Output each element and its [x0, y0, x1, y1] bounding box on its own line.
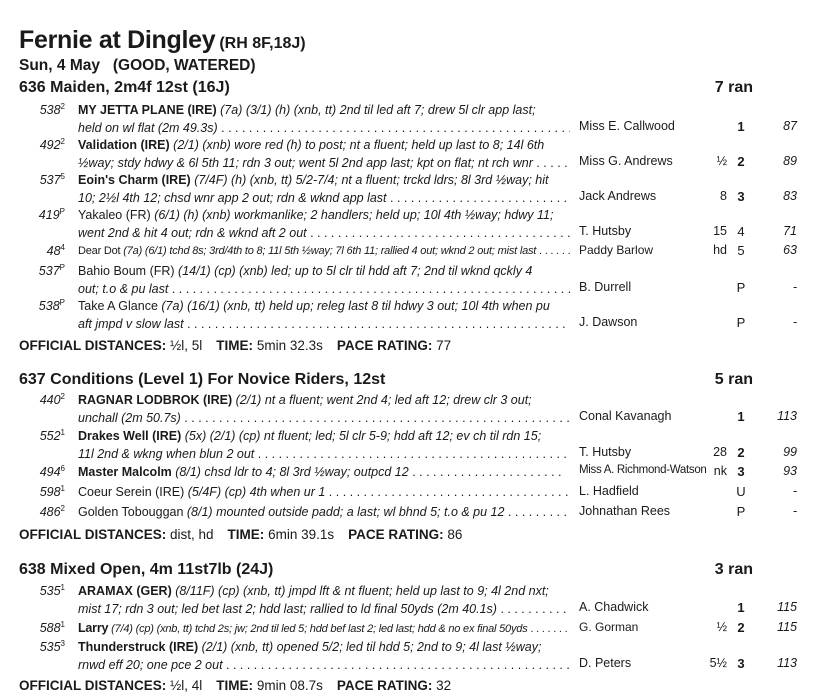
runner-comment: Coeur Serein (IRE) (5/4F) (cp) 4th when ur 1 . . .: [78, 484, 570, 502]
official-distances: ½l, 4l: [170, 678, 203, 693]
race-title: Maiden, 2m4f 12st (16J): [50, 79, 230, 96]
runner-comment: Bahio Boum (FR) (14/1) (cp) (xnb) led; up to 5l clr til hdd aft 7; 2nd til wknd qckly 4 out; t.o & pu last . . .: [78, 263, 570, 298]
distance-beaten: ½: [716, 154, 727, 168]
rating: 113: [777, 409, 797, 423]
rider-name: Johnathan Rees: [579, 504, 671, 518]
rider-name: T. Hutsby: [579, 224, 632, 238]
rating: 115: [777, 620, 797, 634]
race-header: [19, 79, 754, 97]
rider-name: Miss G. Andrews: [579, 154, 673, 168]
meeting-dateline: [19, 57, 256, 75]
pace-rating: 32: [436, 678, 452, 693]
form-figure: $492^2$: [39, 137, 65, 153]
form-figure: $598^1$: [39, 484, 65, 500]
finish-position: 1: [737, 409, 745, 424]
rider-name: J. Dawson: [579, 315, 638, 329]
runner-comment: Thunderstruck (IRE) (2/1) (xnb, tt) opened 5/2; led til hdd 5; 2nd to 9; 4l last ½way; rnwd eff 20; one pce 2 out . . .: [78, 639, 570, 674]
rating: 83: [783, 189, 797, 203]
form-figure: $537^5$: [39, 172, 65, 188]
runner-comment: Larry (7/4) (cp) (xnb, tt) tchd 2s; jw; 2nd til led 5; hdd bef last 2; led last; hdd & no ex final 50yds . . .: [78, 620, 570, 639]
horse-name: Golden Tobouggan: [78, 505, 184, 519]
horse-name: Dear Dot: [78, 245, 121, 257]
form-figure: $538^2$: [39, 102, 65, 118]
meeting-going: (GOOD, WATERED): [112, 57, 256, 74]
distance-beaten: ½: [716, 620, 727, 634]
runner-comment: ARAMAX (GER) (8/11F) (cp) (xnb, tt) jmpd lft & nt fluent; held up last to 9; 4l 2nd nxt; mist 17; rdn 3 out; led bet last 2; hdd last; rallied to ld final 50yds (2m 40.1s) . . .: [78, 583, 570, 618]
race-summary: OFFICIAL DISTANCES: ½l, 4l TIME: 9min 08.7s PACE RATING: 32: [19, 678, 452, 693]
course-details: (RH 8F,18J): [219, 35, 306, 52]
rider-name: Miss E. Callwood: [579, 119, 675, 133]
horse-name: Validation (IRE): [78, 138, 170, 152]
distance-beaten: hd: [713, 243, 727, 257]
race-runners-count: 3 ran: [714, 561, 753, 578]
race-summary: OFFICIAL DISTANCES: ½l, 5l TIME: 5min 32.3s PACE RATING: 77: [19, 338, 452, 353]
rating: 99: [783, 445, 797, 459]
rider-name: Miss A. Richmond-Watson: [579, 464, 707, 476]
race-time: 9min 08.7s: [256, 678, 323, 693]
form-figure: $419^P$: [38, 207, 65, 223]
horse-name: Bahio Boum (FR): [78, 264, 175, 278]
form-figure: $537^P$: [38, 263, 65, 279]
rider-name: L. Hadfield: [579, 484, 639, 498]
runner-comment: Yakaleo (FR) (6/1) (h) (xnb) workmanlike; 2 handlers; held up; 10l 4th ½way; hdwy 11; went 2nd & hit 4 out; rdn & wknd aft 2 out . . .: [78, 207, 570, 242]
pace-rating: 86: [447, 527, 463, 542]
rider-name: D. Peters: [579, 656, 632, 670]
rating: 115: [777, 600, 797, 614]
horse-name: Master Malcolm: [78, 465, 172, 479]
rider-name: Conal Kavanagh: [579, 409, 672, 423]
rating: -: [792, 504, 797, 518]
rating: -: [792, 280, 797, 294]
finish-position: P: [736, 504, 746, 519]
race-title: Conditions (Level 1) For Novice Riders, 12st: [50, 371, 386, 388]
race-runners-count: 7 ran: [714, 79, 753, 96]
rating: 63: [783, 243, 797, 257]
form-figure: $486^2$: [39, 504, 65, 520]
form-figure: $494^6$: [39, 464, 65, 480]
runner-comment: Master Malcolm (8/1) chsd ldr to 4; 8l 3rd ½way; outpcd 12 . . .: [78, 464, 566, 482]
rider-name: Jack Andrews: [579, 189, 657, 203]
official-distances: dist, hd: [170, 527, 214, 542]
runner-comment: Take A Glance (7a) (16/1) (xnb, tt) held up; releg last 8 til hdwy 3 out; 10l 4th when pu aft jmpd v slow last . . .: [78, 298, 570, 333]
finish-position: 3: [737, 189, 745, 204]
official-distances: ½l, 5l: [170, 338, 203, 353]
finish-position: 1: [737, 600, 745, 615]
distance-beaten: 8: [720, 189, 727, 203]
rating: 71: [783, 224, 797, 238]
form-figure: $538^P$: [38, 298, 65, 314]
race-number: 637: [19, 371, 46, 388]
distance-beaten: nk: [713, 464, 727, 478]
race-time: 6min 39.1s: [268, 527, 335, 542]
finish-position: 2: [737, 154, 745, 169]
runner-comment: Validation (IRE) (2/1) (xnb) wore red (h) to post; nt a fluent; held up last to 8; 14l 6th ½way; stdy hdwy & 6l 5th 11; rdn 3 out; went 5l 2nd app last; kpt on flat; nt rch wnr . . .: [78, 137, 570, 172]
horse-name: ARAMAX (GER): [78, 584, 172, 598]
race-runners-count: 5 ran: [714, 371, 753, 388]
rider-name: Paddy Barlow: [579, 243, 654, 257]
finish-position: U: [736, 484, 746, 499]
finish-position: 2: [737, 445, 745, 460]
race-number: 636: [19, 79, 46, 96]
rating: 113: [777, 656, 797, 670]
race-header: [19, 561, 754, 579]
horse-name: Larry: [78, 621, 109, 635]
rider-name: B. Durrell: [579, 280, 632, 294]
finish-position: 3: [737, 656, 745, 671]
distance-beaten: 15: [713, 224, 727, 238]
horse-name: Take A Glance: [78, 299, 158, 313]
rating: -: [792, 315, 797, 329]
form-figure: $440^2$: [39, 392, 65, 408]
horse-name: Yakaleo (FR): [78, 208, 151, 222]
race-summary: OFFICIAL DISTANCES: dist, hd TIME: 6min 39.1s PACE RATING: 86: [19, 527, 463, 542]
runner-comment: Golden Tobouggan (8/1) mounted outside padd; a last; wl bhnd 5; t.o & pu 12 . . .: [78, 504, 570, 522]
form-figure: $48^4$: [46, 243, 65, 259]
form-figure: $535^1$: [39, 583, 65, 599]
horse-name: RAGNAR LODBROK (IRE): [78, 393, 233, 407]
horse-name: Eoin's Charm (IRE): [78, 173, 191, 187]
finish-position: 3: [737, 464, 745, 479]
race-title: Mixed Open, 4m 11st7lb (24J): [50, 561, 274, 578]
finish-position: 4: [737, 224, 745, 239]
meeting-title: [19, 26, 306, 55]
pace-rating: 77: [436, 338, 452, 353]
finish-position: P: [736, 280, 746, 295]
horse-name: Thunderstruck (IRE): [78, 640, 199, 654]
rider-name: G. Gorman: [579, 620, 639, 634]
runner-comment: Dear Dot (7a) (6/1) tchd 8s; 3rd/4th to 8; 11l 5th ½way; 7l 6th 11; rallied 4 out; wknd 2 out; mist last . . .: [78, 243, 570, 261]
runner-comment: Eoin's Charm (IRE) (7/4F) (h) (xnb, tt) 5/2-7/4; nt a fluent; trckd ldrs; 8l 3rd ½way; hit 10; 2½l 4th 12; chsd wnr app 2 out; rdn & wknd app last . . .: [78, 172, 570, 207]
horse-name: Coeur Serein (IRE): [78, 485, 185, 499]
finish-position: 5: [737, 243, 745, 258]
rider-name: A. Chadwick: [579, 600, 649, 614]
finish-position: 1: [737, 119, 745, 134]
course-name: Fernie at Dingley: [19, 26, 216, 54]
horse-name: MY JETTA PLANE (IRE): [78, 103, 217, 117]
horse-name: Drakes Well (IRE): [78, 429, 182, 443]
form-figure: $552^1$: [39, 428, 65, 444]
distance-beaten: 28: [713, 445, 727, 459]
form-figure: $535^3$: [39, 639, 65, 655]
rating: -: [792, 484, 797, 498]
race-number: 638: [19, 561, 46, 578]
distance-beaten: 5½: [709, 656, 727, 670]
runner-comment: Drakes Well (IRE) (5x) (2/1) (cp) nt fluent; led; 5l clr 5-9; hdd aft 12; ev ch til rdn 15; 11l 2nd & wkng when blun 2 out . . .: [78, 428, 570, 463]
form-figure: $588^1$: [39, 620, 65, 636]
race-header: [19, 371, 754, 389]
finish-position: 2: [737, 620, 745, 635]
race-time: 5min 32.3s: [256, 338, 323, 353]
runner-comment: MY JETTA PLANE (IRE) (7a) (3/1) (h) (xnb, tt) 2nd til led aft 7; drew 5l clr app last; held on wl flat (2m 49.3s) . . .: [78, 102, 570, 137]
runner-comment: RAGNAR LODBROK (IRE) (2/1) nt a fluent; went 2nd 4; led aft 12; drew clr 3 out; unchall (2m 50.7s) . . .: [78, 392, 570, 427]
meeting-date: Sun, 4 May: [19, 57, 100, 74]
rating: 93: [783, 464, 797, 478]
finish-position: P: [736, 315, 746, 330]
rating: 87: [783, 119, 797, 133]
rating: 89: [783, 154, 797, 168]
rider-name: T. Hutsby: [579, 445, 632, 459]
